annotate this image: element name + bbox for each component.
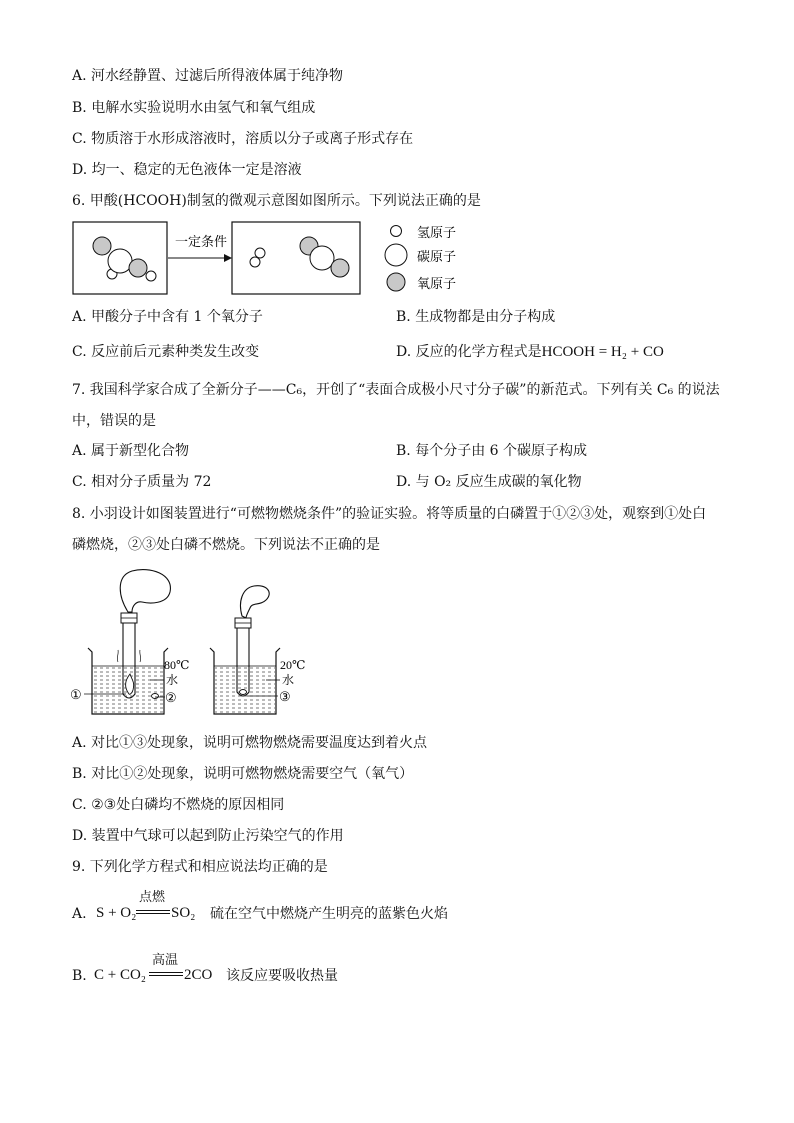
- q5-option-b: B. 电解水实验说明水由氢气和氧气组成: [72, 100, 316, 116]
- q5-option-a: A. 河水经静置、过滤后所得液体属于纯净物: [72, 68, 344, 84]
- white-phosphorus-3: [240, 690, 247, 695]
- product-box: [232, 222, 360, 294]
- carbon-atom: [310, 246, 334, 270]
- marker-2: ②: [165, 690, 177, 705]
- q9-a-equals-top: [136, 910, 170, 911]
- hydrogen-atom: [146, 271, 156, 281]
- oxygen-atom: [93, 237, 111, 255]
- q5-option-d: D. 均一、稳定的无色液体一定是溶液: [72, 162, 302, 178]
- right-balloon: [241, 586, 270, 618]
- oxygen-atom: [129, 259, 147, 277]
- marker-3: ③: [279, 689, 291, 704]
- q9-b-rhs: 2CO: [184, 967, 213, 983]
- q6-option-d-equation: HCOOH = H₂ + CO: [541, 344, 664, 360]
- arrow-label: 一定条件: [175, 234, 228, 249]
- left-temp-label: 80℃: [164, 658, 190, 672]
- q8-option-b: B. 对比①②处现象，说明可燃物燃烧需要空气（氧气）: [72, 766, 414, 782]
- oxygen-atom: [331, 259, 349, 277]
- q9-a-lhs: S + O₂: [96, 905, 137, 921]
- q6-option-b: B. 生成物都是由分子构成: [396, 309, 556, 325]
- q6-micro-diagram: [72, 218, 402, 298]
- q6-option-d-prefix: D. 反应的化学方程式是: [396, 344, 542, 360]
- legend-hydrogen-icon: [391, 226, 402, 237]
- left-beaker-setup: [70, 570, 189, 714]
- q6-legend: [380, 220, 500, 300]
- q8-option-d: D. 装置中气球可以起到防止污染空气的作用: [72, 828, 344, 844]
- left-balloon: [120, 570, 170, 612]
- q9-b-label: B.: [72, 968, 87, 984]
- q7-option-c: C. 相对分子质量为 72: [72, 474, 212, 490]
- legend-hydrogen-label: 氢原子: [417, 225, 457, 240]
- q9-b-equals-top: [149, 972, 183, 973]
- legend-carbon-icon: [385, 244, 407, 266]
- legend-carbon-label: 碳原子: [417, 249, 457, 264]
- q9-a-equals-bottom: [136, 913, 170, 914]
- right-beaker-setup: [210, 586, 305, 714]
- q7-option-a: A. 属于新型化合物: [72, 443, 190, 459]
- right-temp-label: 20℃: [280, 658, 306, 672]
- q5-option-c: C. 物质溶于水形成溶液时，溶质以分子或离子形式存在: [72, 131, 414, 147]
- q9-a-condition: 点燃: [139, 890, 166, 905]
- carbon-atom: [108, 249, 132, 273]
- q9-b-lhs: C + CO₂: [94, 967, 147, 983]
- hydrogen-atom: [250, 257, 260, 267]
- q6-option-a: A. 甲酸分子中含有 1 个氧分子: [72, 309, 263, 325]
- q9-a-note: 硫在空气中燃烧产生明亮的蓝紫色火焰: [210, 906, 448, 922]
- legend-oxygen-icon: [387, 273, 405, 291]
- q7-stem-line2: 中，错误的是: [72, 413, 156, 429]
- q6-option-d: [396, 342, 664, 362]
- q9-stem: 9. 下列化学方程式和相应说法均正确的是: [72, 859, 328, 875]
- q8-stem-line1: 8. 小羽设计如图装置进行“可燃物燃烧条件”的验证实验。将等质量的白磷置于①②③处，观察到①处白: [72, 506, 707, 522]
- q9-b-condition: 高温: [152, 953, 179, 968]
- q9-a-rhs: SO₂: [171, 905, 196, 921]
- left-water-label: 水: [166, 673, 179, 687]
- marker-1: ①: [70, 687, 82, 702]
- q9-b-note: 该反应要吸收热量: [226, 968, 338, 984]
- q9-b-equals-bottom: [149, 975, 183, 976]
- q6-option-c: C. 反应前后元素种类发生改变: [72, 344, 260, 360]
- q8-option-c: C. ②③处白磷均不燃烧的原因相同: [72, 797, 285, 813]
- q8-option-a: A. 对比①③处现象，说明可燃物燃烧需要温度达到着火点: [72, 735, 428, 751]
- q6-stem: 6. 甲酸(HCOOH)制氢的微观示意图如图所示。下列说法正确的是: [72, 193, 481, 209]
- q8-apparatus-diagram: [70, 566, 330, 721]
- white-phosphorus-2: [152, 694, 159, 699]
- legend-oxygen-label: 氧原子: [417, 276, 457, 291]
- q8-stem-line2: 磷燃烧，②③处白磷不燃烧。下列说法不正确的是: [72, 537, 380, 553]
- q9-a-label: A.: [72, 906, 87, 922]
- q7-option-d: D. 与 O₂ 反应生成碳的氧化物: [396, 474, 582, 490]
- hydrogen-atom: [255, 248, 265, 258]
- right-water-label: 水: [282, 673, 295, 687]
- q7-option-b: B. 每个分子由 6 个碳原子构成: [396, 443, 587, 459]
- q7-stem-line1: 7. 我国科学家合成了全新分子——C₆，开创了“表面合成极小尺寸分子碳”的新范式。下列有关 C₆ 的说法: [72, 382, 720, 398]
